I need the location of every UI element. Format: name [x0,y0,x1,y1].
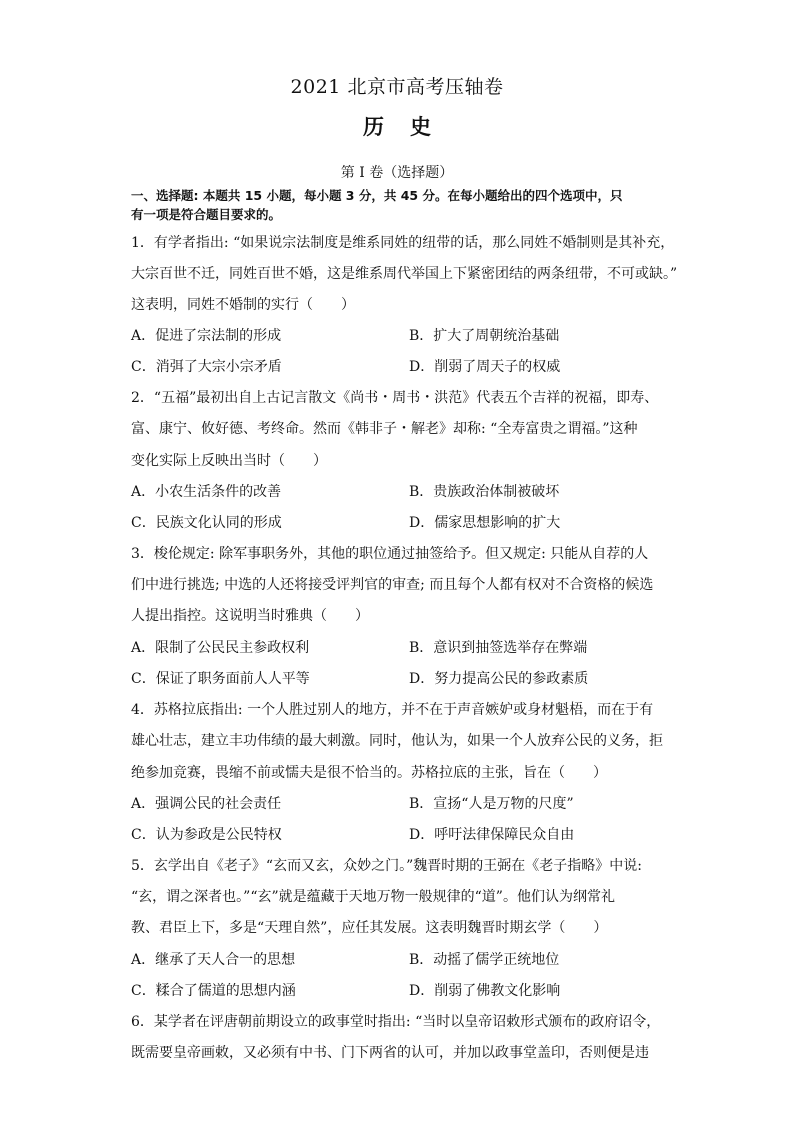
question-5-line-2: “玄，谓之深者也。”“玄”就是蕴藏于天地万物一般规律的“道”。他们认为纲常礼 [131,889,615,905]
question-2-line-1: 2．“五福”最初出自上古记言散文《尚书・周书・洪范》代表五个吉祥的祝福，即寿、 [131,390,659,406]
question-2-line-3: 变化实际上反映出当时（ ） [131,453,327,469]
question-4-line-1: 4．苏格拉底指出: 一个人胜过别人的地方，并不在于声音嫉妒或身材魁梧，而在于有 [131,702,654,718]
question-1-line-2: 大宗百世不迁，同姓百世不婚，这是维系周代举国上下紧密团结的两条纽带，不可或缺。” [131,266,678,282]
question-6-line-2: 既需要皇帝画敕，又必须有中书、门下两省的认可，并加以政事堂盖印，否则便是违 [131,1045,649,1061]
question-2-line-2: 富、康宁、攸好德、考终命。然而《韩非子・解老》却称: “全寿富贵之谓福。”这种 [131,421,638,437]
part-heading: 第 I 卷（选择题） [340,165,454,181]
question-2-option-d[interactable]: D．儒家思想影响的扩大 [409,515,561,531]
exam-title: 2021 北京市高考压轴卷 [290,76,504,98]
question-5-option-d[interactable]: D．削弱了佛教文化影响 [409,983,561,999]
question-2-option-a[interactable]: A．小农生活条件的改善 [131,484,282,500]
question-4-line-3: 绝参加竞赛，畏缩不前或懦夫是很不恰当的。苏格拉底的主张，旨在（ ） [131,765,607,781]
question-4-option-a[interactable]: A．强调公民的社会责任 [131,796,282,812]
question-1-option-d[interactable]: D．削弱了周天子的权威 [409,359,561,375]
instruction-line: 有一项是符合题目要求的。 [131,207,282,222]
question-5-option-a[interactable]: A．继承了天人合一的思想 [131,952,296,968]
question-1-option-b[interactable]: B．扩大了周朝统治基础 [409,328,560,344]
question-3-option-c[interactable]: C．保证了职务面前人人平等 [131,671,310,687]
question-1-option-a[interactable]: A．促进了宗法制的形成 [131,328,282,344]
question-3-option-d[interactable]: D．努力提高公民的参政素质 [409,671,589,687]
question-4-option-b[interactable]: B．宣扬“人是万物的尺度” [409,796,574,812]
question-3-line-3: 人提出指控。这说明当时雅典（ ） [131,608,369,624]
question-3-option-b[interactable]: B．意识到抽签选举存在弊端 [409,640,588,656]
question-1-line-1: 1．有学者指出: “如果说宗法制度是维系同姓的纽带的话，那么同姓不婚制则是其补充， [131,235,675,251]
question-5-line-1: 5．玄学出自《老子》“玄而又玄，众妙之门。”魏晋时期的王弼在《老子指略》中说: [131,858,642,874]
question-3-line-1: 3．梭伦规定: 除军事职务外，其他的职位通过抽签给予。但又规定: 只能从自荐的人 [131,546,649,562]
question-6-line-1: 6．某学者在评唐朝前期设立的政事堂时指出: “当时以皇帝诏敕形式颁布的政府诏令， [131,1014,661,1030]
question-2-option-b[interactable]: B．贵族政治体制被破坏 [409,484,560,500]
subject-title: 历史 [363,115,457,139]
question-4-line-2: 雄心壮志，建立丰功伟绩的最大刺激。同时，他认为，如果一个人放弃公民的义务，拒 [131,733,663,749]
question-4-option-d[interactable]: D．呼吁法律保障民众自由 [409,827,575,843]
instruction-line: 一、选择题: 本题共 15 小题，每小题 3 分，共 45 分。在每小题给出的四个选项中，只 [131,188,623,203]
question-5-line-3: 教、君臣上下，多是“天理自然”，应任其发展。这表明魏晋时期玄学（ ） [131,920,608,936]
question-1-option-c[interactable]: C．消弭了大宗小宗矛盾 [131,359,282,375]
question-3-option-a[interactable]: A．限制了公民民主参政权利 [131,640,310,656]
question-3-line-2: 们中进行挑选; 中选的人还将接受评判官的审查; 而且每个人都有权对不合资格的候选 [131,577,654,593]
question-5-option-b[interactable]: B．动摇了儒学正统地位 [409,952,560,968]
question-4-option-c[interactable]: C．认为参政是公民特权 [131,827,282,843]
question-5-option-c[interactable]: C．糅合了儒道的思想内涵 [131,983,296,999]
question-2-option-c[interactable]: C．民族文化认同的形成 [131,515,282,531]
question-1-line-3: 这表明，同姓不婚制的实行（ ） [131,297,355,313]
